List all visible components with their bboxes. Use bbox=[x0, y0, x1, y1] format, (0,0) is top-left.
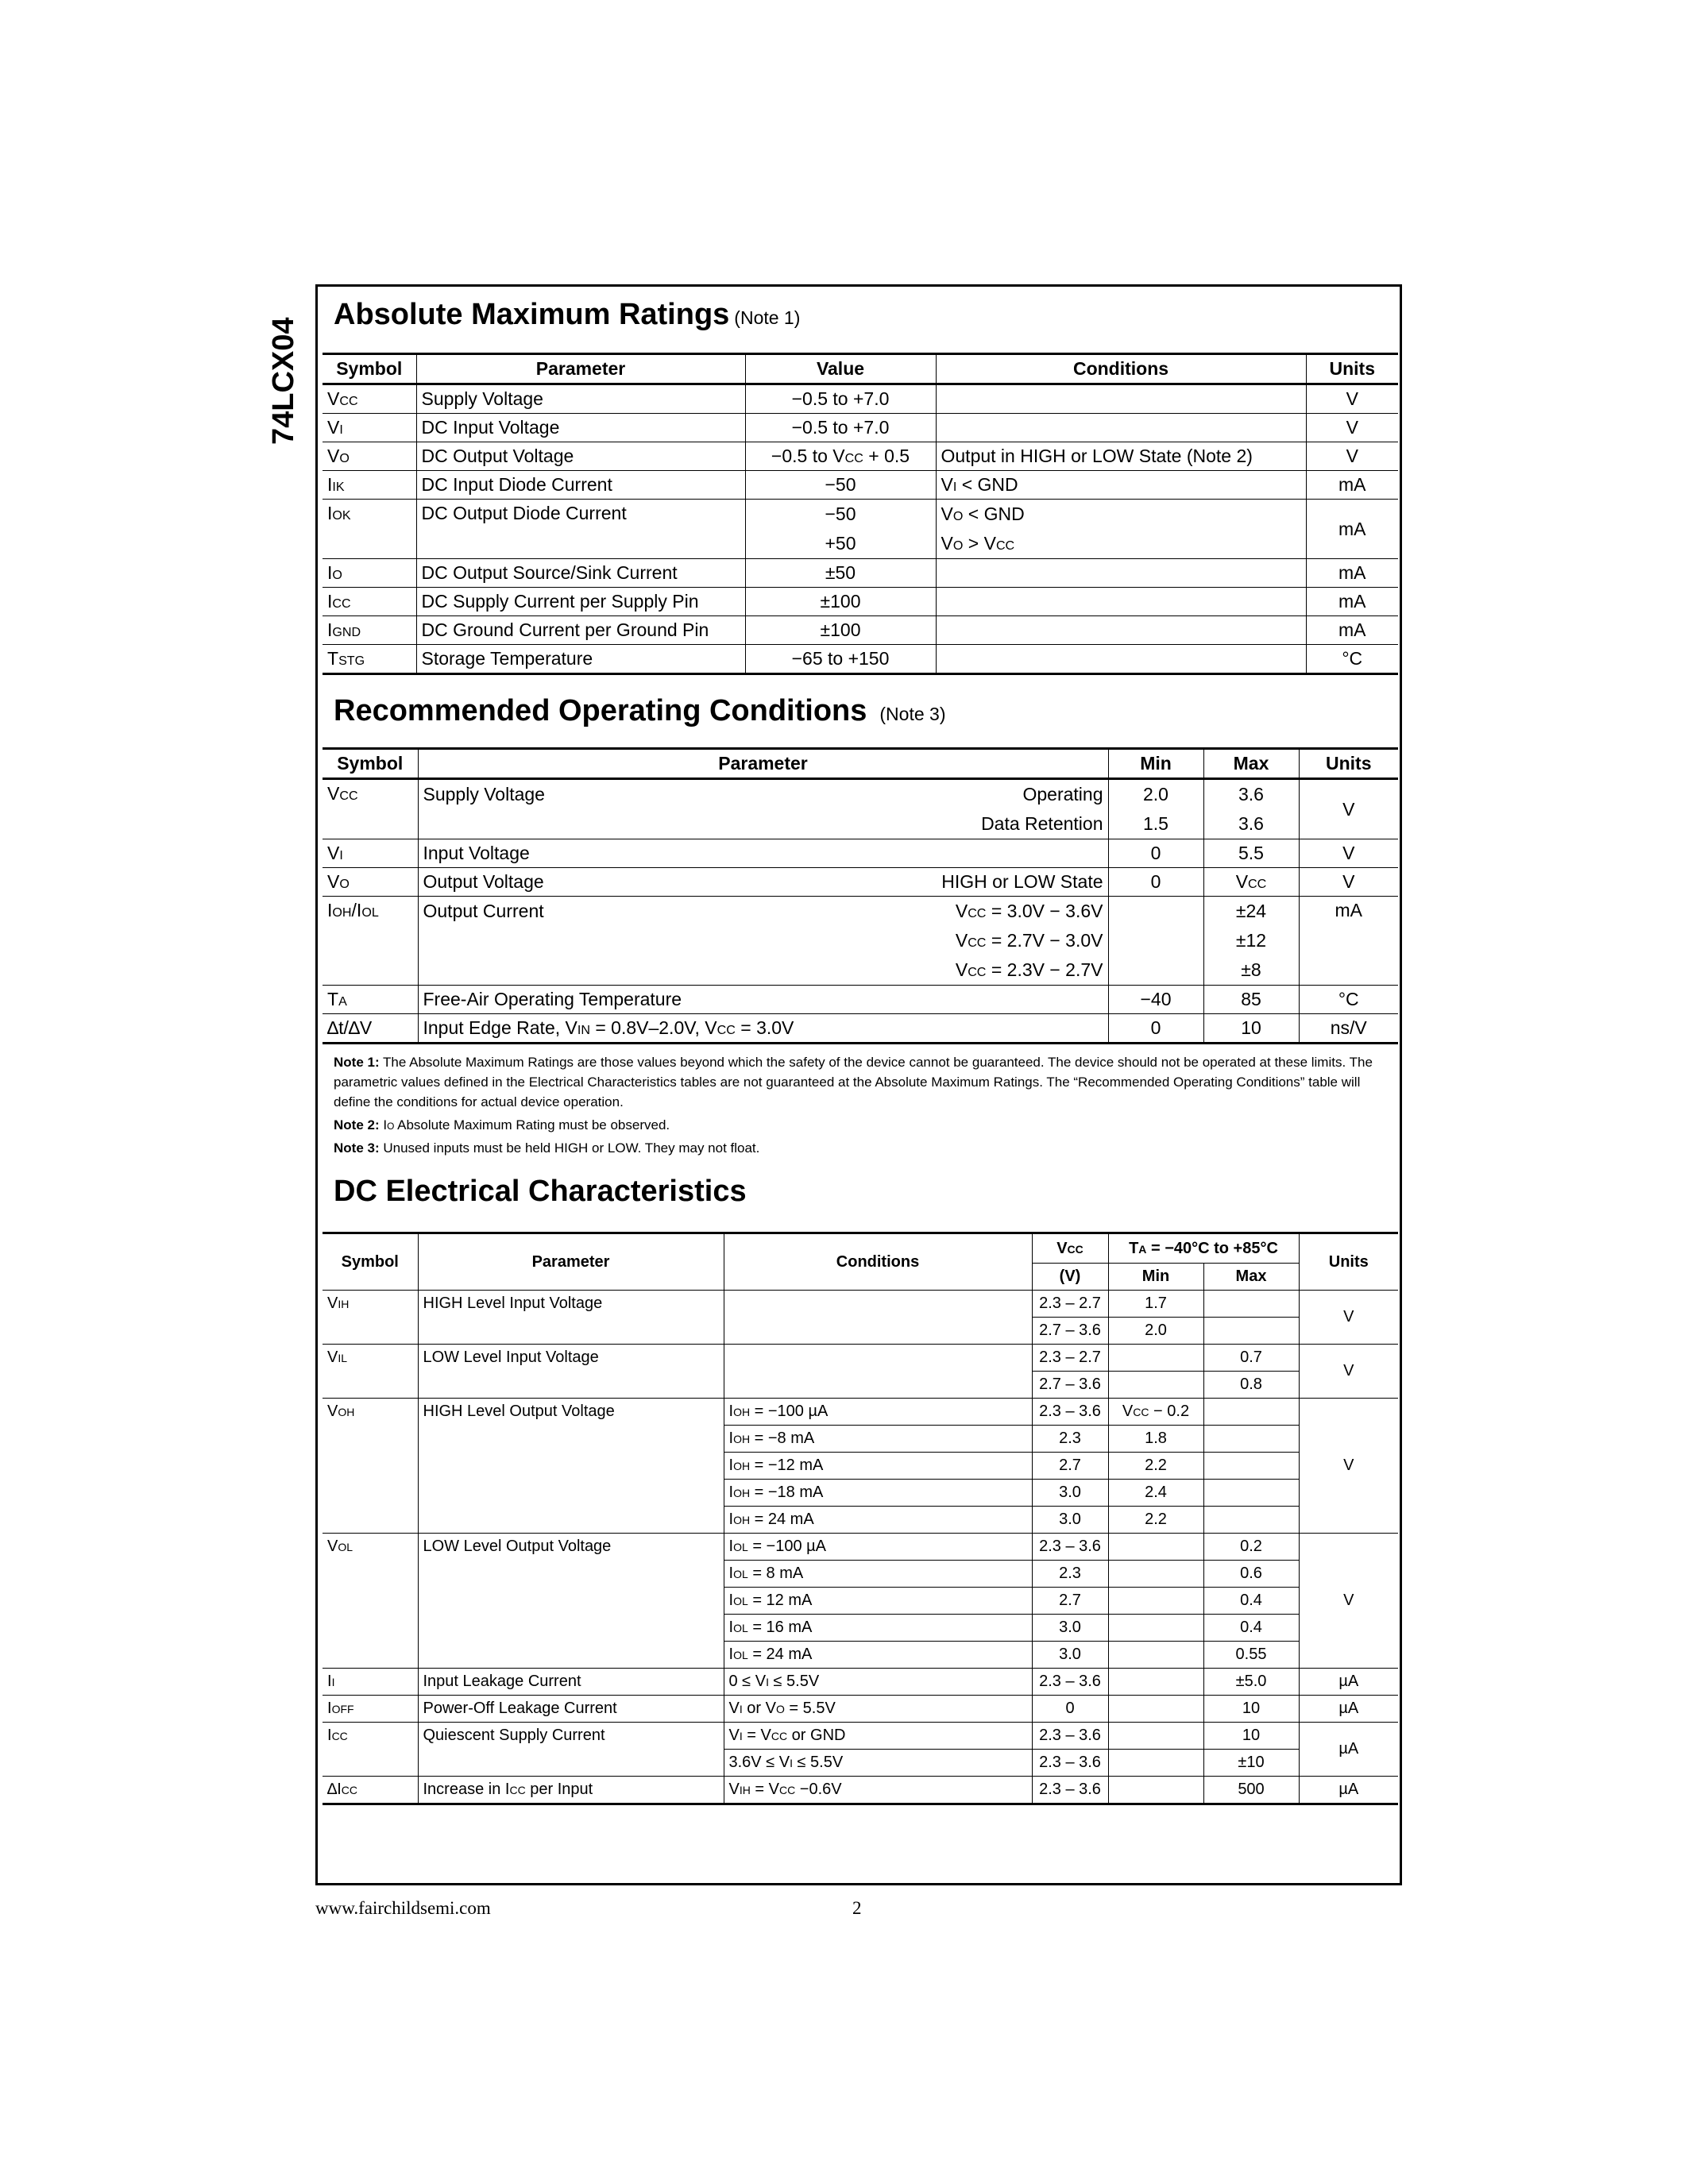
vcc-cell: 2.3 bbox=[1032, 1426, 1108, 1453]
units-cell: mA bbox=[1306, 559, 1398, 588]
amr-row bbox=[323, 559, 1398, 588]
parameter-cell: Quiescent Supply Current bbox=[418, 1723, 724, 1777]
symbol-cell: $V_{IL}$ bbox=[323, 1345, 418, 1399]
conditions-cell bbox=[936, 616, 1306, 645]
vcc-cell: 2.3 – 2.7 bbox=[1032, 1345, 1108, 1372]
amr-title-text: Absolute Maximum Ratings bbox=[334, 298, 730, 331]
symbol-cell: $I_{GND}$ bbox=[323, 616, 416, 645]
header-parameter: Parameter bbox=[416, 354, 745, 384]
min-cell bbox=[1108, 1588, 1203, 1615]
min-cell: 0 bbox=[1108, 1014, 1203, 1044]
max-cell: 85 bbox=[1203, 986, 1299, 1014]
vcc-cell: 2.3 bbox=[1032, 1561, 1108, 1588]
min-cell: 2.2 bbox=[1108, 1453, 1203, 1480]
max-cell: 0.4 bbox=[1203, 1588, 1299, 1615]
roc-row-vi bbox=[323, 839, 1398, 868]
amr-row bbox=[323, 645, 1398, 674]
units-cell: µA bbox=[1299, 1723, 1398, 1777]
units-cell: V bbox=[1299, 839, 1398, 868]
units-cell: °C bbox=[1306, 645, 1398, 674]
amr-row bbox=[323, 414, 1398, 442]
parameter-cell: Input Voltage bbox=[418, 839, 1108, 868]
amr-row bbox=[323, 500, 1398, 559]
min-cell bbox=[1108, 1669, 1203, 1696]
header-conditions: Conditions bbox=[936, 354, 1306, 384]
min-cell: 1.8 bbox=[1108, 1426, 1203, 1453]
amr-row bbox=[323, 384, 1398, 414]
max-cell: 10 bbox=[1203, 1723, 1299, 1750]
max-cell: 3.6 3.6 bbox=[1203, 779, 1299, 839]
header-max: Max bbox=[1203, 1264, 1299, 1291]
max-cell bbox=[1203, 1480, 1299, 1507]
value-cell: ±100 bbox=[745, 616, 936, 645]
dc-row-vol bbox=[323, 1534, 1398, 1561]
vcc-cell: 3.0 bbox=[1032, 1507, 1108, 1534]
units-cell: mA bbox=[1306, 588, 1398, 616]
conditions-cell: $I_{OH} = -8$ mA bbox=[724, 1426, 1032, 1453]
note-2: Note 2: $I_O$ Absolute Maximum Rating must be observed. bbox=[334, 1117, 670, 1133]
part-number-side-title: 74LCX04 bbox=[267, 317, 300, 445]
max-cell bbox=[1203, 1318, 1299, 1345]
min-cell bbox=[1108, 1777, 1203, 1804]
min-cell: 2.0 1.5 bbox=[1108, 779, 1203, 839]
symbol-cell: $V_{IH}$ bbox=[323, 1291, 418, 1345]
max-cell: 0.55 bbox=[1203, 1642, 1299, 1669]
min-cell bbox=[1108, 1750, 1203, 1777]
units-cell: µA bbox=[1299, 1696, 1398, 1723]
header-ta-range: $T_A = -40^\circ C$ to +85°C bbox=[1108, 1233, 1299, 1264]
amr-row bbox=[323, 588, 1398, 616]
symbol-cell: $V_I$ bbox=[323, 414, 416, 442]
dc-title: DC Electrical Characteristics bbox=[334, 1175, 747, 1208]
parameter-cell: Supply Voltage bbox=[416, 384, 745, 414]
max-cell: 500 bbox=[1203, 1777, 1299, 1804]
header-vcc-unit: (V) bbox=[1032, 1264, 1108, 1291]
dc-row-vih bbox=[323, 1291, 1398, 1318]
min-cell: 1.7 bbox=[1108, 1291, 1203, 1318]
header-symbol: Symbol bbox=[323, 354, 416, 384]
conditions-cell: $0 \le V_I \le 5.5V$ bbox=[724, 1669, 1032, 1696]
parameter-cell: Input Leakage Current bbox=[418, 1669, 724, 1696]
conditions-cell: $V_O$ < GND $V_O > V_{CC}$ bbox=[936, 500, 1306, 559]
notes-block bbox=[334, 1052, 1386, 1161]
vcc-cell: 2.7 – 3.6 bbox=[1032, 1318, 1108, 1345]
parameter-cell: DC Output Voltage bbox=[416, 442, 745, 471]
conditions-cell: $V_I$ or $V_O = 5.5V$ bbox=[724, 1696, 1032, 1723]
vcc-cell: 2.3 – 3.6 bbox=[1032, 1777, 1108, 1804]
footer-url: www.fairchildsemi.com bbox=[315, 1898, 491, 1918]
units-cell: °C bbox=[1299, 986, 1398, 1014]
roc-note-ref: (Note 3) bbox=[879, 704, 946, 724]
symbol-cell: $I_O$ bbox=[323, 559, 416, 588]
units-cell: mA bbox=[1306, 616, 1398, 645]
header-value: Value bbox=[745, 354, 936, 384]
dc-row-delta-icc bbox=[323, 1777, 1398, 1804]
conditions-cell: $I_{OH} = -12$ mA bbox=[724, 1453, 1032, 1480]
value-cell: −0.5 to +7.0 bbox=[745, 414, 936, 442]
roc-row-ta bbox=[323, 986, 1398, 1014]
min-cell: 0 bbox=[1108, 868, 1203, 897]
symbol-cell: $\Delta I_{CC}$ bbox=[323, 1777, 418, 1804]
units-cell: V bbox=[1299, 868, 1398, 897]
roc-title bbox=[334, 694, 945, 728]
dc-table bbox=[323, 1232, 1398, 1805]
header-units: Units bbox=[1299, 749, 1398, 779]
min-cell bbox=[1108, 897, 1203, 986]
units-cell: V bbox=[1306, 384, 1398, 414]
roc-table bbox=[323, 747, 1398, 1044]
conditions-cell: $I_{OL} = 8$ mA bbox=[724, 1561, 1032, 1588]
vcc-cell: 2.3 – 3.6 bbox=[1032, 1750, 1108, 1777]
min-cell: 2.4 bbox=[1108, 1480, 1203, 1507]
conditions-cell bbox=[936, 559, 1306, 588]
symbol-cell: $I_{OK}$ bbox=[323, 500, 416, 559]
conditions-cell: $V_{IH} = V_{CC} -0.6V$ bbox=[724, 1777, 1032, 1804]
min-cell: −40 bbox=[1108, 986, 1203, 1014]
vcc-cell: 3.0 bbox=[1032, 1480, 1108, 1507]
max-cell: 5.5 bbox=[1203, 839, 1299, 868]
min-cell bbox=[1108, 1534, 1203, 1561]
roc-row-ioh-iol bbox=[323, 897, 1398, 986]
symbol-cell: $V_{CC}$ bbox=[323, 384, 416, 414]
roc-header-row bbox=[323, 749, 1398, 779]
units-cell: µA bbox=[1299, 1777, 1398, 1804]
header-max: Max bbox=[1203, 749, 1299, 779]
roc-row-edge-rate bbox=[323, 1014, 1398, 1044]
conditions-cell: $I_{OL} = 24$ mA bbox=[724, 1642, 1032, 1669]
symbol-cell: $T_A$ bbox=[323, 986, 418, 1014]
parameter-cell: DC Supply Current per Supply Pin bbox=[416, 588, 745, 616]
units-cell: mA bbox=[1299, 897, 1398, 986]
symbol-cell: $I_{OH}/I_{OL}$ bbox=[323, 897, 418, 986]
units-cell: µA bbox=[1299, 1669, 1398, 1696]
amr-note-ref: (Note 1) bbox=[734, 307, 801, 328]
header-conditions: Conditions bbox=[724, 1233, 1032, 1291]
min-cell bbox=[1108, 1696, 1203, 1723]
max-cell bbox=[1203, 1399, 1299, 1426]
parameter-cell: Output Voltage HIGH or LOW State bbox=[418, 868, 1108, 897]
symbol-cell: $V_O$ bbox=[323, 868, 418, 897]
amr-table bbox=[323, 353, 1398, 675]
units-cell: V bbox=[1306, 442, 1398, 471]
value-cell: −0.5 to $V_{CC} + 0.5$ bbox=[745, 442, 936, 471]
parameter-cell: Storage Temperature bbox=[416, 645, 745, 674]
min-cell bbox=[1108, 1372, 1203, 1399]
max-cell: 0.2 bbox=[1203, 1534, 1299, 1561]
roc-row-vcc bbox=[323, 779, 1398, 839]
conditions-cell bbox=[936, 384, 1306, 414]
symbol-cell: $T_{STG}$ bbox=[323, 645, 416, 674]
symbol-cell: ∆t/∆V bbox=[323, 1014, 418, 1044]
max-cell bbox=[1203, 1426, 1299, 1453]
header-min: Min bbox=[1108, 749, 1203, 779]
min-cell bbox=[1108, 1615, 1203, 1642]
dc-row-icc bbox=[323, 1723, 1398, 1750]
conditions-cell bbox=[936, 414, 1306, 442]
vcc-cell: 2.7 bbox=[1032, 1588, 1108, 1615]
note-1: Note 1: The Absolute Maximum Ratings are those values beyond which the safety of the device cannot be guaranteed. The device should not be operated at these limits. The parametric values defined in the Electrical Characteristics tables are not guaranteed at the Absolute Maximum Ratings. The “Recommended Operating Conditions” table will define the conditions for actual device operation. bbox=[334, 1055, 1373, 1109]
amr-title bbox=[334, 298, 800, 332]
max-cell: 0.7 bbox=[1203, 1345, 1299, 1372]
vcc-cell: 3.0 bbox=[1032, 1642, 1108, 1669]
units-cell: V bbox=[1299, 1345, 1398, 1399]
header-symbol: Symbol bbox=[323, 1233, 418, 1291]
parameter-cell: Supply Voltage Operating Data Retention bbox=[418, 779, 1108, 839]
parameter-cell: Free-Air Operating Temperature bbox=[418, 986, 1108, 1014]
header-parameter: Parameter bbox=[418, 749, 1108, 779]
max-cell bbox=[1203, 1291, 1299, 1318]
vcc-cell: 2.3 – 3.6 bbox=[1032, 1534, 1108, 1561]
units-cell: V bbox=[1306, 414, 1398, 442]
note-3: Note 3: Unused inputs must be held HIGH or LOW. They may not float. bbox=[334, 1140, 760, 1156]
max-cell: ±5.0 bbox=[1203, 1669, 1299, 1696]
value-cell: −50 bbox=[745, 471, 936, 500]
symbol-cell: $V_{OH}$ bbox=[323, 1399, 418, 1534]
conditions-cell: $V_I$ < GND bbox=[936, 471, 1306, 500]
parameter-cell: Increase in $I_{CC}$ per Input bbox=[418, 1777, 724, 1804]
dc-header-row bbox=[323, 1233, 1398, 1264]
roc-row-vo bbox=[323, 868, 1398, 897]
parameter-cell: DC Input Voltage bbox=[416, 414, 745, 442]
header-symbol: Symbol bbox=[323, 749, 418, 779]
parameter-cell: LOW Level Output Voltage bbox=[418, 1534, 724, 1669]
units-cell: V bbox=[1299, 779, 1398, 839]
parameter-cell: HIGH Level Output Voltage bbox=[418, 1399, 724, 1534]
value-cell: −0.5 to +7.0 bbox=[745, 384, 936, 414]
amr-row bbox=[323, 616, 1398, 645]
parameter-cell: Power-Off Leakage Current bbox=[418, 1696, 724, 1723]
header-units: Units bbox=[1299, 1233, 1398, 1291]
units-cell: mA bbox=[1306, 500, 1398, 559]
units-cell: V bbox=[1299, 1291, 1398, 1345]
value-cell: −65 to +150 bbox=[745, 645, 936, 674]
symbol-cell: $V_{OL}$ bbox=[323, 1534, 418, 1669]
conditions-cell: $V_I = V_{CC}$ or GND bbox=[724, 1723, 1032, 1750]
max-cell bbox=[1203, 1507, 1299, 1534]
conditions-cell: $I_{OL} = 12$ mA bbox=[724, 1588, 1032, 1615]
amr-row bbox=[323, 442, 1398, 471]
parameter-cell: DC Output Diode Current bbox=[416, 500, 745, 559]
vcc-cell: 2.3 – 3.6 bbox=[1032, 1669, 1108, 1696]
conditions-cell bbox=[936, 645, 1306, 674]
conditions-cell: $I_{OH} = -100$ µA bbox=[724, 1399, 1032, 1426]
vcc-cell: 2.3 – 2.7 bbox=[1032, 1291, 1108, 1318]
symbol-cell: $V_I$ bbox=[323, 839, 418, 868]
dc-row-vil bbox=[323, 1345, 1398, 1372]
max-cell: 10 bbox=[1203, 1014, 1299, 1044]
vcc-cell: 3.0 bbox=[1032, 1615, 1108, 1642]
parameter-cell: DC Output Source/Sink Current bbox=[416, 559, 745, 588]
min-cell: $V_{CC} - 0.2$ bbox=[1108, 1399, 1203, 1426]
conditions-cell: Output in HIGH or LOW State (Note 2) bbox=[936, 442, 1306, 471]
min-cell: 0 bbox=[1108, 839, 1203, 868]
min-cell: 2.0 bbox=[1108, 1318, 1203, 1345]
max-cell: $V_{CC}$ bbox=[1203, 868, 1299, 897]
vcc-cell: 2.7 – 3.6 bbox=[1032, 1372, 1108, 1399]
amr-row bbox=[323, 471, 1398, 500]
units-cell: V bbox=[1299, 1534, 1398, 1669]
parameter-cell: HIGH Level Input Voltage bbox=[418, 1291, 724, 1345]
value-cell: ±50 bbox=[745, 559, 936, 588]
symbol-cell: $I_{CC}$ bbox=[323, 588, 416, 616]
max-cell: 0.8 bbox=[1203, 1372, 1299, 1399]
symbol-cell: $I_{CC}$ bbox=[323, 1723, 418, 1777]
header-min: Min bbox=[1108, 1264, 1203, 1291]
units-cell: ns/V bbox=[1299, 1014, 1398, 1044]
dc-row-voh bbox=[323, 1399, 1398, 1426]
symbol-cell: $V_O$ bbox=[323, 442, 416, 471]
dc-row-ioff bbox=[323, 1696, 1398, 1723]
min-cell: 2.2 bbox=[1108, 1507, 1203, 1534]
vcc-cell: 2.3 – 3.6 bbox=[1032, 1723, 1108, 1750]
max-cell: 10 bbox=[1203, 1696, 1299, 1723]
min-cell bbox=[1108, 1561, 1203, 1588]
page-number: 2 bbox=[852, 1898, 862, 1918]
max-cell bbox=[1203, 1453, 1299, 1480]
datasheet-frame bbox=[315, 284, 1402, 1885]
min-cell bbox=[1108, 1642, 1203, 1669]
symbol-cell: $I_I$ bbox=[323, 1669, 418, 1696]
roc-title-text: Recommended Operating Conditions bbox=[334, 694, 867, 727]
dc-row-ii bbox=[323, 1669, 1398, 1696]
conditions-cell bbox=[724, 1291, 1032, 1345]
value-cell: −50 +50 bbox=[745, 500, 936, 559]
symbol-cell: $I_{OFF}$ bbox=[323, 1696, 418, 1723]
units-cell: mA bbox=[1306, 471, 1398, 500]
max-cell: ±24 ±12 ±8 bbox=[1203, 897, 1299, 986]
max-cell: 0.6 bbox=[1203, 1561, 1299, 1588]
symbol-cell: $V_{CC}$ bbox=[323, 779, 418, 839]
header-parameter: Parameter bbox=[418, 1233, 724, 1291]
value-cell: ±100 bbox=[745, 588, 936, 616]
header-vcc: $V_{CC}$ bbox=[1032, 1233, 1108, 1264]
min-cell bbox=[1108, 1723, 1203, 1750]
conditions-cell bbox=[724, 1345, 1032, 1399]
parameter-cell: LOW Level Input Voltage bbox=[418, 1345, 724, 1399]
vcc-cell: 2.3 – 3.6 bbox=[1032, 1399, 1108, 1426]
vcc-cell: 0 bbox=[1032, 1696, 1108, 1723]
symbol-cell: $I_{IK}$ bbox=[323, 471, 416, 500]
parameter-cell: DC Ground Current per Ground Pin bbox=[416, 616, 745, 645]
parameter-cell: Input Edge Rate, $V_{IN} = 0.8V-2.0V$, $V_{CC} = 3.0V$ bbox=[418, 1014, 1108, 1044]
conditions-cell: $I_{OH} = -18$ mA bbox=[724, 1480, 1032, 1507]
conditions-cell: $I_{OL} = -100$ µA bbox=[724, 1534, 1032, 1561]
amr-header-row bbox=[323, 354, 1398, 384]
parameter-cell: Output Current $V_{CC} = 3.0V - 3.6V$ $V_{CC} = 2.7V - 3.0V$ $V_{CC} = 2.3V - 2.7V$ bbox=[418, 897, 1108, 986]
max-cell: 0.4 bbox=[1203, 1615, 1299, 1642]
vcc-cell: 2.7 bbox=[1032, 1453, 1108, 1480]
parameter-cell: DC Input Diode Current bbox=[416, 471, 745, 500]
max-cell: ±10 bbox=[1203, 1750, 1299, 1777]
header-units: Units bbox=[1306, 354, 1398, 384]
units-cell: V bbox=[1299, 1399, 1398, 1534]
conditions-cell bbox=[936, 588, 1306, 616]
conditions-cell: $I_{OH} = 24$ mA bbox=[724, 1507, 1032, 1534]
conditions-cell: $I_{OL} = 16$ mA bbox=[724, 1615, 1032, 1642]
min-cell bbox=[1108, 1345, 1203, 1372]
conditions-cell: $3.6V \le V_I \le 5.5V$ bbox=[724, 1750, 1032, 1777]
